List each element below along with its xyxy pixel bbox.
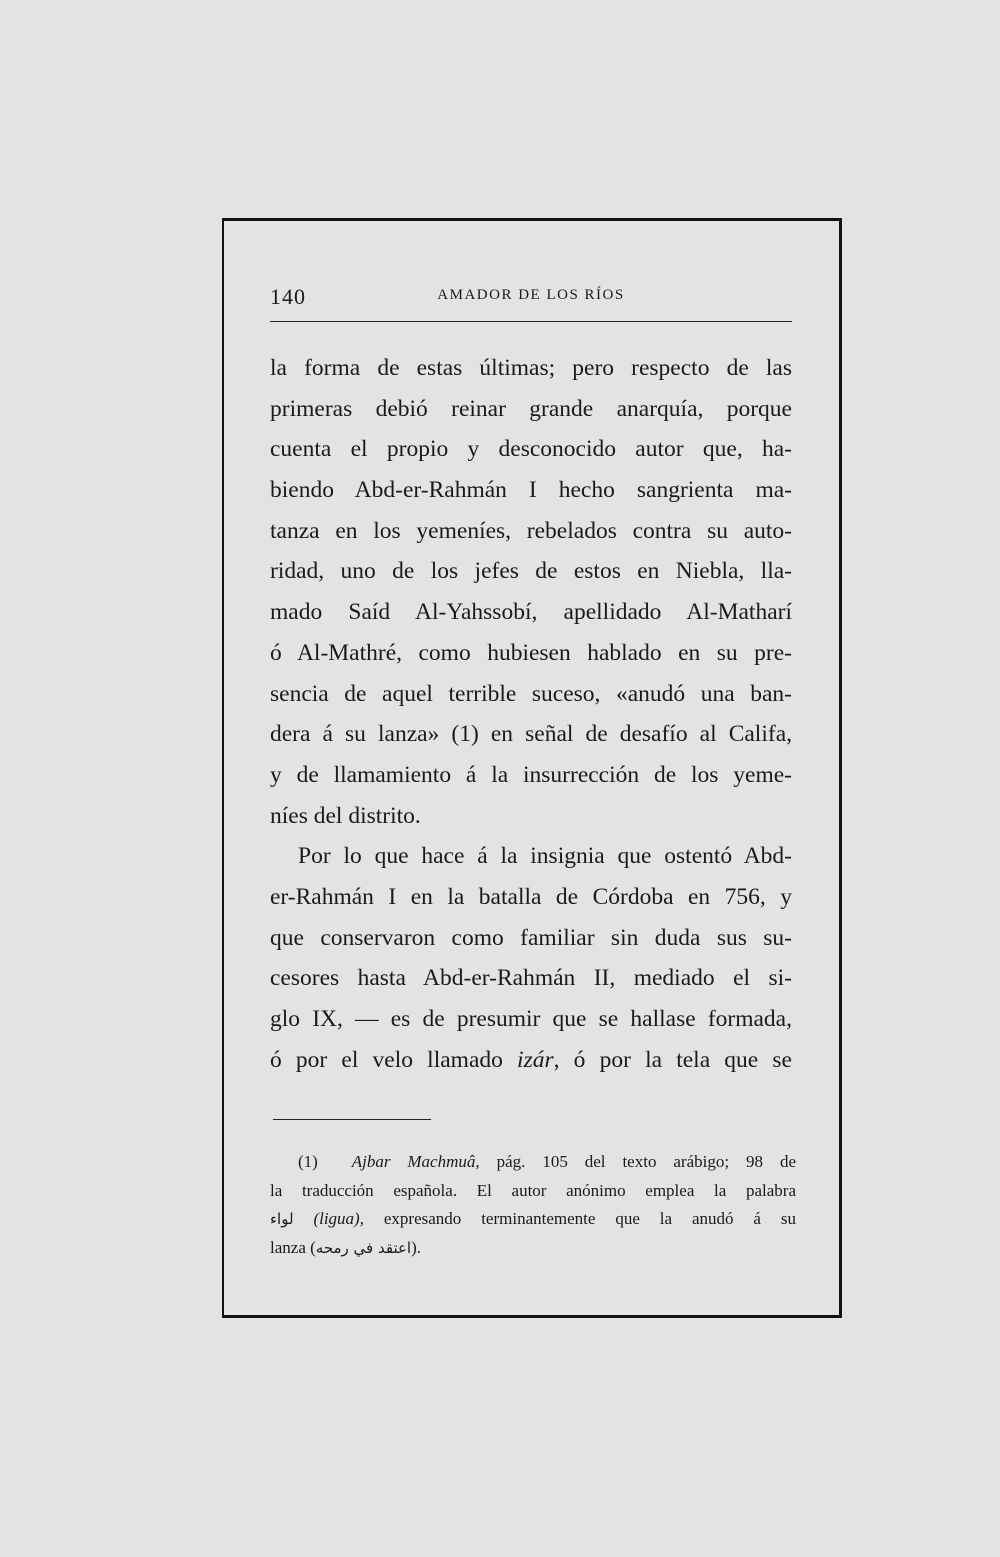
body-line: ridad, uno de los jefes de estos en Niebla, lla- xyxy=(270,558,792,585)
footnote xyxy=(270,1148,796,1262)
body-line-segment: ó por el velo llamado xyxy=(270,1046,518,1073)
running-head-title: AMADOR DE LOS RÍOS xyxy=(437,287,625,303)
body-line: la forma de estas últimas; pero respecto de las xyxy=(270,355,792,381)
body-line: ó Al-Mathré, como hubiesen hablado en su pre- xyxy=(270,639,792,666)
body-text xyxy=(270,348,792,1080)
body-line: cesores hasta Abd-er-Rahmán II, mediado el si- xyxy=(270,965,792,992)
footnote-italic-word: (ligua), xyxy=(313,1209,364,1228)
footnote-rule xyxy=(273,1119,431,1120)
body-line: que conservaron como familiar sin duda sus su- xyxy=(270,924,792,951)
footnote-marker: (1) xyxy=(298,1152,318,1171)
footnote-text: pág. 105 del texto arábigo; 98 de xyxy=(496,1152,797,1171)
body-line: primeras debió reinar grande anarquía, porque xyxy=(270,395,792,422)
arabic-word: لواء xyxy=(270,1210,294,1228)
body-line: cuenta el propio y desconocido autor que, ha- xyxy=(270,436,792,463)
body-line: biendo Abd-er-Rahmán I hecho sangrienta ma- xyxy=(270,477,792,504)
body-line: y de llamamiento á la insurrección de los yeme- xyxy=(270,761,792,788)
footnote-source-title: Ajbar Machmuâ, xyxy=(351,1152,480,1171)
footnote-line: la traducción española. El autor anónimo emplea la palabra xyxy=(270,1180,796,1200)
body-line: níes del distrito. xyxy=(270,802,421,829)
paragraph-start-line: Por lo que hace á la insignia que ostentó Abd- xyxy=(298,843,792,870)
body-line: sencia de aquel terrible suceso, «anudó una ban- xyxy=(270,680,792,707)
body-line: dera á su lanza» (1) en señal de desafío al Califa, xyxy=(270,721,792,748)
italic-term-izar: izár xyxy=(517,1046,554,1073)
footnote-line xyxy=(270,1205,796,1234)
header-rule xyxy=(270,321,792,322)
footnote-text: ). xyxy=(411,1237,422,1257)
footnote-text: expresando terminantemente que la anudó á su xyxy=(383,1209,796,1228)
body-line-segment: , ó por la tela que se xyxy=(553,1046,792,1073)
page-number: 140 xyxy=(270,284,306,309)
running-header xyxy=(270,284,792,314)
body-line: er-Rahmán I en la batalla de Córdoba en 756, y xyxy=(270,883,792,910)
body-line: glo IX, — es de presumir que se hallase formada, xyxy=(270,1006,792,1032)
body-line: mado Saíd Al-Yahssobí, apellidado Al-Matharí xyxy=(270,599,792,626)
footnote-line xyxy=(270,1148,796,1177)
footnote-line xyxy=(270,1234,796,1263)
body-line xyxy=(270,1040,792,1081)
footnote-text: lanza ( xyxy=(270,1237,316,1257)
arabic-phrase: اعتقد في رمحه xyxy=(315,1238,412,1257)
body-line: tanza en los yemeníes, rebelados contra su auto- xyxy=(270,517,792,544)
